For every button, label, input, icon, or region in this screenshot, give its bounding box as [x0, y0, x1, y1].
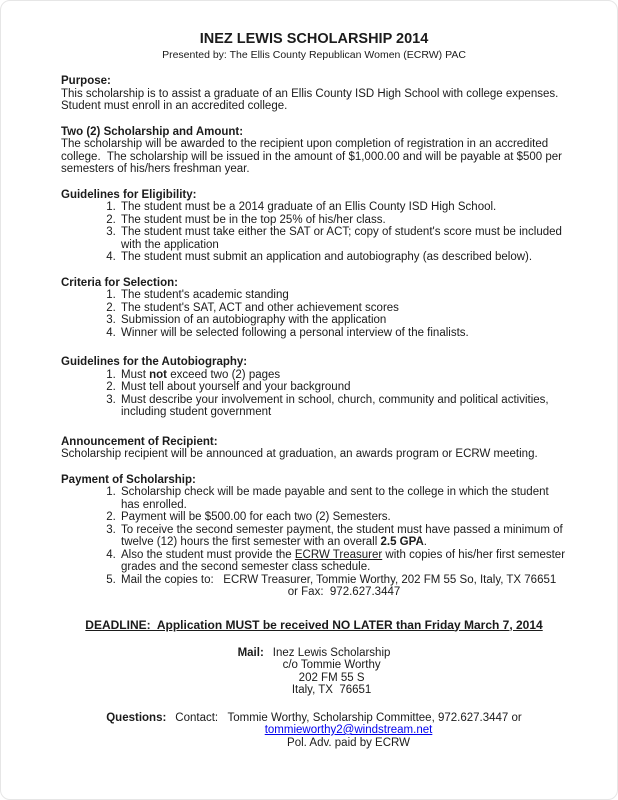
section-purpose	[61, 75, 567, 113]
address-line: Inez Lewis Scholarship	[272, 646, 391, 659]
announcement-body: Scholarship recipient will be announced at graduation, an awards program or ECRW meeting.	[61, 448, 538, 460]
payment-list	[61, 486, 567, 599]
list-item: 3. To receive the second semester payment, the student must have passed a minimum of twelve (12) hours the first semester with an overall 2.5 GPA.	[119, 524, 567, 549]
section-criteria	[61, 277, 567, 340]
list-item: 2. Payment will be $500.00 for each two (2) Semesters.	[119, 511, 567, 524]
amount-heading: Two (2) Scholarship and Amount:	[61, 125, 244, 138]
section-eligibility	[61, 189, 567, 264]
section-payment	[61, 474, 567, 599]
list-item: 5. Mail the copies to: ECRW Treasurer, Tommie Worthy, 202 FM 55 So, Italy, TX 76651 or Fax: 972.627.3447	[119, 574, 567, 599]
political-ad-footer: Pol. Adv. paid by ECRW	[287, 736, 410, 749]
contact-line: Contact: Tommie Worthy, Scholarship Committee, 972.627.3447 or	[175, 711, 522, 724]
purpose-body: This scholarship is to assist a graduate of an Ellis County ISD High School with college expenses. Student must enroll in an accredited college.	[61, 87, 562, 112]
questions-body	[175, 712, 521, 750]
section-autobiography	[61, 356, 567, 419]
questions-block	[61, 712, 567, 750]
criteria-list	[61, 289, 567, 339]
address-line: Italy, TX 76651	[291, 684, 372, 696]
eligibility-list	[61, 201, 567, 264]
address-line: 202 FM 55 S	[298, 671, 365, 684]
criteria-heading: Criteria for Selection:	[61, 276, 178, 289]
announcement-heading: Announcement of Recipient:	[61, 435, 218, 448]
doc-subtitle: Presented by: The Ellis County Republican Women (ECRW) PAC	[162, 49, 466, 61]
amount-body: The scholarship will be awarded to the recipient upon completion of registration in an accredited college. The scholarship will be issued in the amount of $1,000.00 and will be payable at $500 per semesters of his/hers freshman year.	[61, 138, 566, 175]
eligibility-heading: Guidelines for Eligibility:	[61, 188, 197, 201]
payment-heading: Payment of Scholarship:	[61, 473, 196, 486]
questions-label: Questions:	[106, 711, 167, 724]
mail-label: Mail:	[237, 646, 264, 659]
list-item: 1. The student must be a 2014 graduate of an Ellis County ISD High School.	[119, 201, 567, 214]
section-announcement	[61, 436, 567, 461]
list-item: 3. Submission of an autobiography with the application	[119, 314, 567, 327]
list-item: 3. The student must take either the SAT or ACT; copy of student's score must be included with the application	[119, 226, 567, 251]
section-amount	[61, 126, 567, 176]
mail-address	[273, 647, 391, 697]
email-link[interactable]: tommieworthy2@windstream.net	[264, 724, 433, 736]
underlined-text: ECRW Treasurer	[294, 548, 383, 561]
list-item: 1. The student's academic standing	[119, 289, 567, 302]
doc-title: INEZ LEWIS SCHOLARSHIP 2014	[199, 31, 429, 47]
autobiography-heading: Guidelines for the Autobiography:	[61, 356, 248, 368]
list-item: 2. Must tell about yourself and your background	[119, 381, 567, 394]
list-item: 4. Winner will be selected following a personal interview of the finalists.	[119, 327, 567, 340]
list-item: 2. The student must be in the top 25% of his/her class.	[119, 214, 567, 227]
list-item: 4. The student must submit an application and autobiography (as described below).	[119, 251, 567, 264]
list-item: 1. Scholarship check will be made payable and sent to the college in which the student has enrolled.	[119, 486, 567, 511]
autobiography-list	[61, 369, 567, 419]
purpose-heading: Purpose:	[61, 75, 111, 87]
mail-block	[61, 647, 567, 697]
document-header	[61, 31, 567, 62]
address-line: c/o Tommie Worthy	[282, 659, 381, 671]
list-item: 1. Must not exceed two (2) pages	[119, 369, 567, 382]
fax-line: or Fax: 972.627.3447	[287, 586, 401, 598]
list-item: 4. Also the student must provide the ECRW Treasurer with copies of his/her first semester grades and the second semester class schedule.	[119, 549, 567, 574]
list-item: 2. The student's SAT, ACT and other achievement scores	[119, 302, 567, 315]
list-item: 3. Must describe your involvement in school, church, community and political activities, including student government	[119, 394, 567, 419]
deadline-banner: DEADLINE: Application MUST be received NO LATER than Friday March 7, 2014	[85, 617, 543, 632]
